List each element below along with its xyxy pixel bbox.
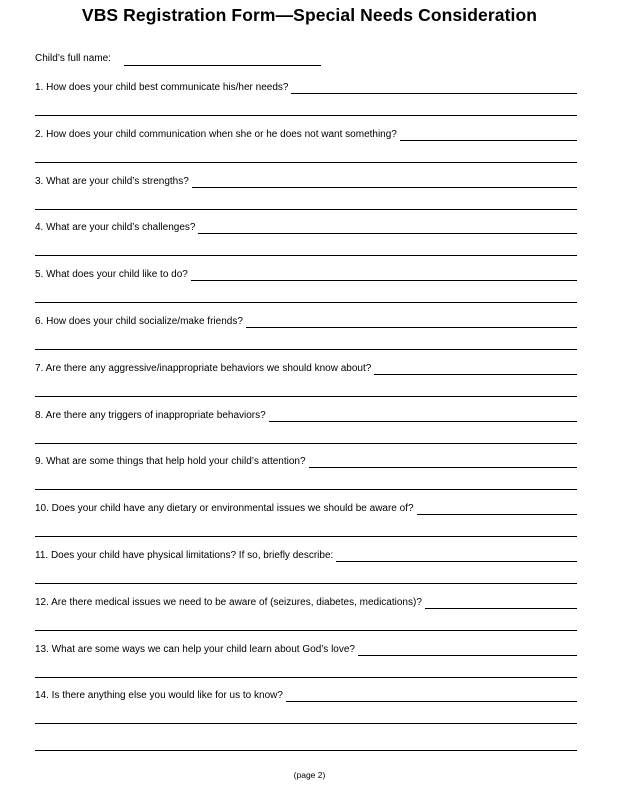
answer-continuation-line[interactable] <box>35 677 577 678</box>
answer-line[interactable] <box>191 280 577 281</box>
question-text: 6. How does your child socialize/make friends? <box>35 316 243 327</box>
answer-continuation-line[interactable] <box>35 536 577 537</box>
answer-line[interactable] <box>309 467 577 468</box>
answer-line[interactable] <box>286 701 577 702</box>
answer-line[interactable] <box>269 421 577 422</box>
answer-continuation-line[interactable] <box>35 630 577 631</box>
question-text: 2. How does your child communication when she or he does not want something? <box>35 129 397 140</box>
question-text: 4. What are your child’s challenges? <box>35 222 196 233</box>
answer-continuation-line[interactable] <box>35 443 577 444</box>
question-text: 13. What are some ways we can help your child learn about God’s love? <box>35 644 355 655</box>
answer-line[interactable] <box>192 187 577 188</box>
answer-continuation-line[interactable] <box>35 302 577 303</box>
answer-continuation-line[interactable] <box>35 396 577 397</box>
question-text: 5. What does your child like to do? <box>35 269 188 280</box>
question-text: 14. Is there anything else you would like for us to know? <box>35 690 283 701</box>
answer-continuation-line[interactable] <box>35 489 577 490</box>
child-name-label: Child’s full name: <box>35 53 111 64</box>
answer-continuation-line[interactable] <box>35 209 577 210</box>
answer-continuation-line[interactable] <box>35 750 577 751</box>
answer-line[interactable] <box>358 655 577 656</box>
question-text: 9. What are some things that help hold your child’s attention? <box>35 456 306 467</box>
question-text: 10. Does your child have any dietary or environmental issues we should be aware of? <box>35 503 414 514</box>
answer-continuation-line[interactable] <box>35 255 577 256</box>
question-text: 3. What are your child’s strengths? <box>35 176 189 187</box>
answer-line[interactable] <box>400 140 577 141</box>
answer-line[interactable] <box>336 561 577 562</box>
question-text: 7. Are there any aggressive/inappropriate behaviors we should know about? <box>35 363 372 374</box>
question-text: 1. How does your child best communicate his/her needs? <box>35 82 289 93</box>
child-name-field[interactable] <box>124 65 321 66</box>
answer-continuation-line[interactable] <box>35 349 577 350</box>
answer-line[interactable] <box>417 514 577 515</box>
question-text: 11. Does your child have physical limitations? If so, briefly describe: <box>35 550 334 561</box>
answer-line[interactable] <box>291 93 577 94</box>
answer-continuation-line[interactable] <box>35 162 577 163</box>
answer-continuation-line[interactable] <box>35 115 577 116</box>
page-number: (page 2) <box>293 770 326 780</box>
answer-line[interactable] <box>246 327 577 328</box>
answer-line[interactable] <box>374 374 577 375</box>
form-title: VBS Registration Form—Special Needs Consideration <box>81 5 538 25</box>
answer-line[interactable] <box>198 233 577 234</box>
answer-continuation-line[interactable] <box>35 583 577 584</box>
answer-line[interactable] <box>425 608 577 609</box>
question-text: 8. Are there any triggers of inappropriate behaviors? <box>35 410 266 421</box>
answer-continuation-line[interactable] <box>35 723 577 724</box>
question-text: 12. Are there medical issues we need to be aware of (seizures, diabetes, medications)? <box>35 597 422 608</box>
